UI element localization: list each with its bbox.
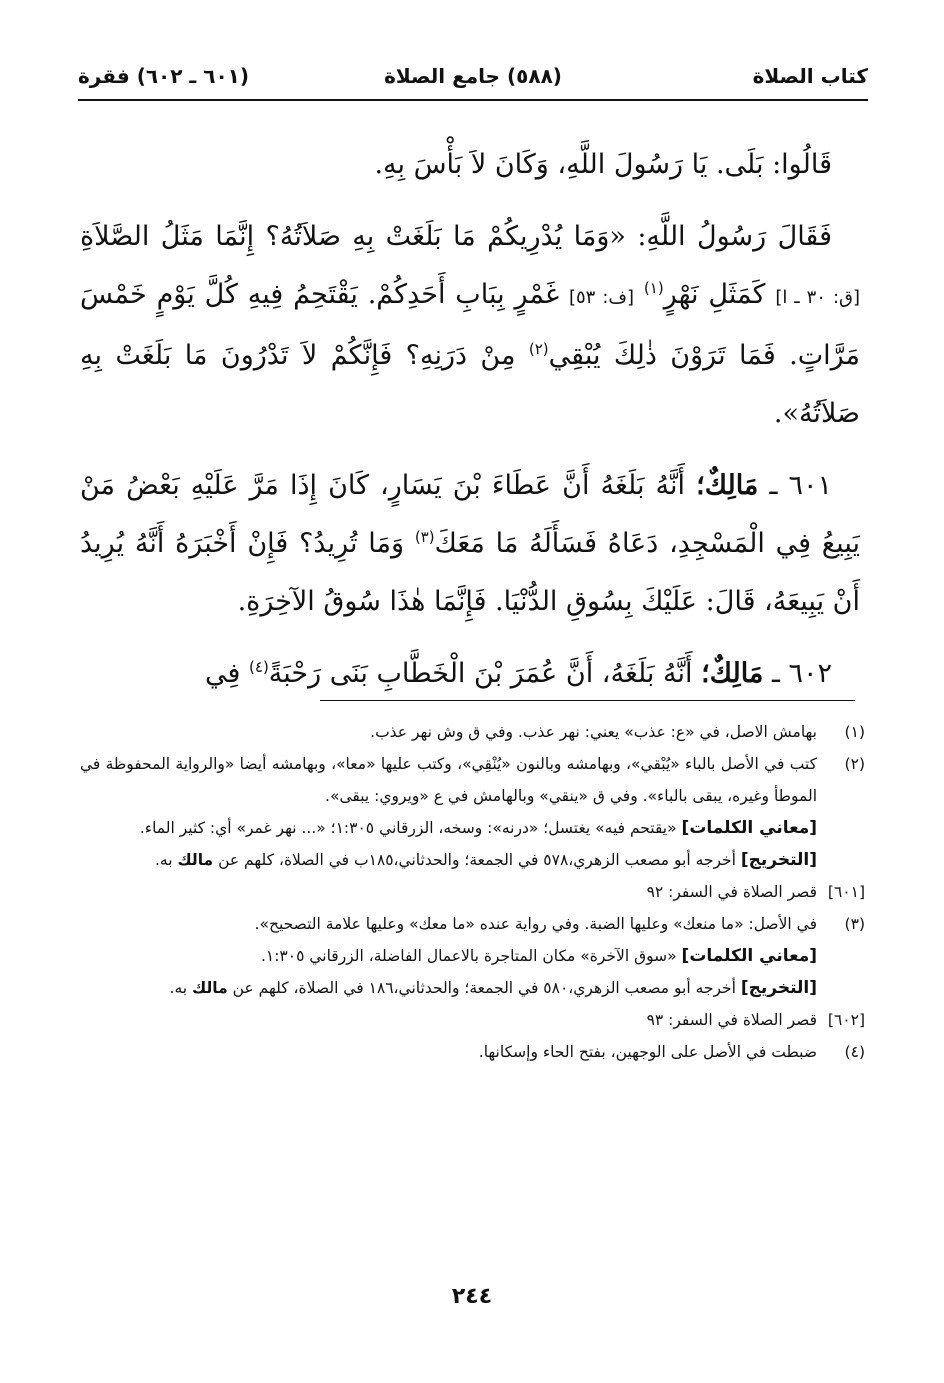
takhrij-601 — [80, 844, 817, 876]
footnote-marker-1[interactable]: (١) — [643, 279, 664, 297]
cross-ref-text: قصر الصلاة في السفر: ٩٣ — [646, 1011, 817, 1029]
takhrij-label: [التخريج] — [740, 978, 817, 998]
footnotes — [80, 716, 865, 1068]
footnote-number: (٤) — [844, 1043, 865, 1061]
word-meanings-label: [معاني الكلمات] — [681, 946, 817, 966]
narrator-name: مَالِكٌ؛ — [701, 658, 764, 689]
chapter-title: (٥٨٨) جامع الصلاة — [384, 64, 562, 88]
word-meanings-label: [معاني الكلمات] — [681, 818, 817, 838]
word-meanings-text: «سوق الآخرة» مكان المتاجرة بالاعمال الفاضلة، الزرقاني ١:٣٠٥. — [260, 947, 677, 965]
footnote-4 — [80, 1036, 865, 1068]
footnote-text: ضبطت في الأصل على الوجهين، بفتح الحاء وإسكانها. — [478, 1043, 817, 1061]
takhrij-text: أخرجه أبو مصعب الزهري،٥٨٠ في الجمعة؛ والحدثاني،١٨٦ في الصلاة، كلهم عن — [232, 979, 736, 997]
takhrij-label: [التخريج] — [740, 850, 817, 870]
footnote-marker-2[interactable]: (٢) — [528, 340, 549, 358]
paragraph-601-text-b: وَمَا تُرِيدُ؟ فَإِنْ أَخْبَرَهُ أَنَّهُ يُرِيدُ أَنْ يَبِيعَهُ، قَالَ: عَلَيْكَ بِسُوقِ الدُّنْيَا. فَإِنَّمَا هٰذَا سُوقُ الآخِرَةِ. — [80, 528, 860, 617]
page-number: ٢٤٤ — [451, 1284, 493, 1309]
paragraph-601-number: ٦٠١ ـ — [769, 470, 832, 501]
narrator-name: مَالِكٌ؛ — [696, 470, 759, 501]
paragraph-1 — [80, 136, 860, 194]
main-text — [80, 136, 860, 717]
paragraph-601-text-a: أَنَّهُ بَلَغَهُ أَنَّ عَطَاءَ بْنَ يَسَارٍ، كَانَ إِذَا مَرَّ عَلَيْهِ بَعْضُ مَنْ يَبِيعُ فِي الْمَسْجِدِ، دَعَاهُ فَسَأَلَهُ مَا مَعَكَ — [80, 470, 860, 559]
paragraph-602-number: ٦٠٢ ـ — [771, 658, 832, 689]
manuscript-ref-q: [ق: ٣٠ ـ ا] — [775, 287, 860, 308]
paragraph-2-text-a: فَقَالَ رَسُولُ اللَّهِ: «وَمَا يُدْرِيكُمْ مَا بَلَغَتْ بِهِ صَلاَتُهُ؟ إِنَّمَا مَثَلُ الصَّلاَةِ — [80, 221, 832, 252]
cross-ref-number: [٦٠٢] — [827, 1011, 865, 1029]
takhrij-text: أخرجه أبو مصعب الزهري،٥٧٨ في الجمعة؛ والحدثاني،١٨٥ب في الصلاة، كلهم عن — [218, 851, 736, 869]
cross-ref-602 — [80, 1004, 865, 1036]
footnote-text: بهامش الاصل، في «ع: عذب» يعني: نهر عذب. وفي ق وش نهر عذب. — [370, 723, 817, 741]
paragraph-range: (٦٠١ ـ ٦٠٢) فقرة — [78, 64, 249, 88]
header-rule — [78, 99, 868, 101]
takhrij-malik: مالك — [192, 979, 228, 997]
paragraph-2-text-b: كَمَثَلِ نَهْرٍ — [663, 279, 766, 310]
takhrij-malik: مالك — [177, 851, 214, 869]
book-title: كتاب الصلاة — [752, 64, 868, 88]
footnote-text: في الأصل: «ما منعك» وعليها الضبة. وفي رواية عنده «ما معك» وعليها علامة التصحيح». — [254, 915, 817, 933]
paragraph-601 — [80, 457, 860, 631]
footnote-marker-3[interactable]: (٣) — [414, 528, 435, 546]
footnote-text: كتب في الأصل بالباء «يُبْقي»، وبهامشه وبالنون «يُنْقِي»، وكتب عليها «معا»، وبهامشه أيضا «والرواية المحفوظة في الموطأ وغيره، يبقى بالباء». وفي ق «ينقي» وبالهامش في ع «ويروي: يبقى». — [80, 755, 817, 805]
cross-ref-601 — [80, 876, 865, 908]
cross-ref-number: [٦٠١] — [827, 883, 865, 901]
word-meanings-601 — [80, 812, 817, 844]
paragraph-2-text-d: مِنْ دَرَنِهِ؟ فَإِنَّكُمْ لاَ تَدْرُونَ مَا بَلَغَتْ بِهِ صَلاَتُهُ». — [80, 340, 860, 429]
footnote-number: (٢) — [844, 755, 865, 773]
takhrij-text-end: به. — [169, 979, 188, 997]
paragraph-602-text-b: فِي — [205, 658, 241, 689]
paragraph-602 — [80, 645, 860, 703]
word-meanings-text: «يقتحم فيه» يغتسل؛ «درنه»: وسخه، الزرقاني ١:٣٠٥؛ «... نهر غمر» أي: كثير الماء. — [139, 819, 677, 837]
word-meanings-602 — [80, 940, 817, 972]
takhrij-602 — [80, 972, 817, 1004]
paragraph-2 — [80, 208, 860, 443]
footnote-number: (٣) — [844, 915, 865, 933]
footnote-number: (١) — [844, 723, 865, 741]
manuscript-ref-f: [ف: ٥٣] — [568, 287, 635, 308]
running-header — [78, 60, 868, 100]
cross-ref-text: قصر الصلاة في السفر: ٩٢ — [646, 883, 817, 901]
paragraph-1-text: قَالُوا: بَلَى. يَا رَسُولَ اللَّهِ، وَكَانَ لاَ بَأْسَ بِهِ. — [374, 149, 832, 180]
takhrij-text-end: به. — [154, 851, 173, 869]
footnote-2 — [80, 748, 865, 812]
paragraph-2-text-c: غَمْرٍ بِبَابِ أَحَدِكُمْ. يَقْتَحِمُ فِيهِ كُلَّ يَوْمٍ خَمْسَ مَرَّاتٍ. فَمَا تَرَوْنَ ذٰلِكَ يُبْقِي — [80, 279, 861, 371]
footnote-marker-4[interactable]: (٤) — [249, 658, 269, 676]
footnote-separator — [320, 700, 855, 701]
paragraph-602-text-a: أَنَّهُ بَلَغَهُ، أَنَّ عُمَرَ بْنَ الْخَطَّابِ بَنَى رَحْبَةً — [268, 658, 693, 689]
footnote-1 — [80, 716, 865, 748]
footnote-3 — [80, 908, 865, 940]
